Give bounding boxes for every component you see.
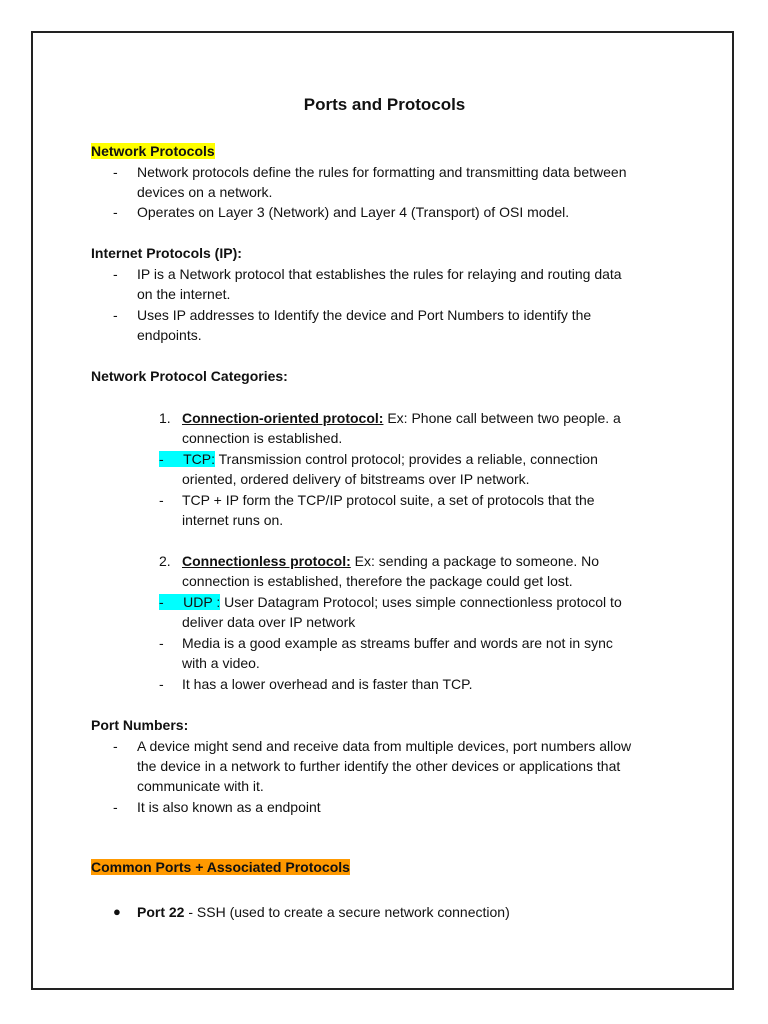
list-number: 1. xyxy=(159,410,171,426)
list-dash: - xyxy=(159,676,164,692)
list-item: deliver data over IP network xyxy=(182,614,356,630)
list-item: - UDP : User Datagram Protocol; uses simple connectionless protocol to xyxy=(159,594,622,610)
list-dash: - xyxy=(113,266,118,282)
list-item: Media is a good example as streams buffer and words are not in sync xyxy=(182,635,613,651)
list-item: Connection-oriented protocol: Ex: Phone call between two people. a xyxy=(182,410,621,426)
list-item: Port 22 - SSH (used to create a secure network connection) xyxy=(137,904,510,920)
list-item: connection is established, therefore the package could get lost. xyxy=(182,573,573,589)
list-item: oriented, ordered delivery of bitstreams over IP network. xyxy=(182,471,530,487)
internet-protocols-heading: Internet Protocols (IP): xyxy=(91,245,242,261)
list-dash: - xyxy=(113,799,118,815)
list-dash: - xyxy=(159,492,164,508)
list-item: on the internet. xyxy=(137,286,231,302)
categories-heading: Network Protocol Categories: xyxy=(91,368,288,384)
list-dash: - xyxy=(113,307,118,323)
list-item: with a video. xyxy=(182,655,260,671)
document-page xyxy=(31,31,734,990)
page-title: Ports and Protocols xyxy=(303,95,466,114)
list-item: Network protocols define the rules for formatting and transmitting data between xyxy=(137,164,627,180)
list-item: Connectionless protocol: Ex: sending a package to someone. No xyxy=(182,553,600,569)
bullet-dot-icon: ● xyxy=(113,904,121,919)
term-connectionless: Connectionless protocol: xyxy=(182,553,351,569)
list-item: the device in a network to further identify the other devices or applications that xyxy=(137,758,621,774)
list-item: IP is a Network protocol that establishes the rules for relaying and routing data xyxy=(137,266,622,282)
network-protocols-heading: Network Protocols xyxy=(91,143,215,159)
port-number: Port 22 xyxy=(137,904,185,920)
list-item: connection is established. xyxy=(182,430,343,446)
list-item: It has a lower overhead and is faster than TCP. xyxy=(182,676,473,692)
common-ports-heading: Common Ports + Associated Protocols xyxy=(91,859,350,875)
list-item: - TCP: Transmission control protocol; provides a reliable, connection xyxy=(159,451,598,467)
list-dash: - xyxy=(113,204,118,220)
list-item: TCP + IP form the TCP/IP protocol suite, a set of protocols that the xyxy=(182,492,595,508)
list-item: endpoints. xyxy=(137,327,202,343)
list-dash: - xyxy=(113,738,118,754)
list-item: It is also known as a endpoint xyxy=(137,799,321,815)
list-item: communicate with it. xyxy=(137,778,264,794)
tcp-highlight: - TCP: xyxy=(159,451,216,467)
list-item: Operates on Layer 3 (Network) and Layer 4 (Transport) of OSI model. xyxy=(137,204,570,220)
list-dash: - xyxy=(113,164,118,180)
list-item: devices on a network. xyxy=(137,184,273,200)
list-dash: - xyxy=(159,635,164,651)
list-item: Uses IP addresses to Identify the device and Port Numbers to identify the xyxy=(137,307,592,323)
list-item: A device might send and receive data from multiple devices, port numbers allow xyxy=(137,738,632,754)
port-numbers-heading: Port Numbers: xyxy=(91,717,189,733)
udp-highlight: - UDP : xyxy=(159,594,221,610)
list-number: 2. xyxy=(159,553,171,569)
term-connection-oriented: Connection-oriented protocol: xyxy=(182,410,384,426)
list-item: internet runs on. xyxy=(182,512,284,528)
